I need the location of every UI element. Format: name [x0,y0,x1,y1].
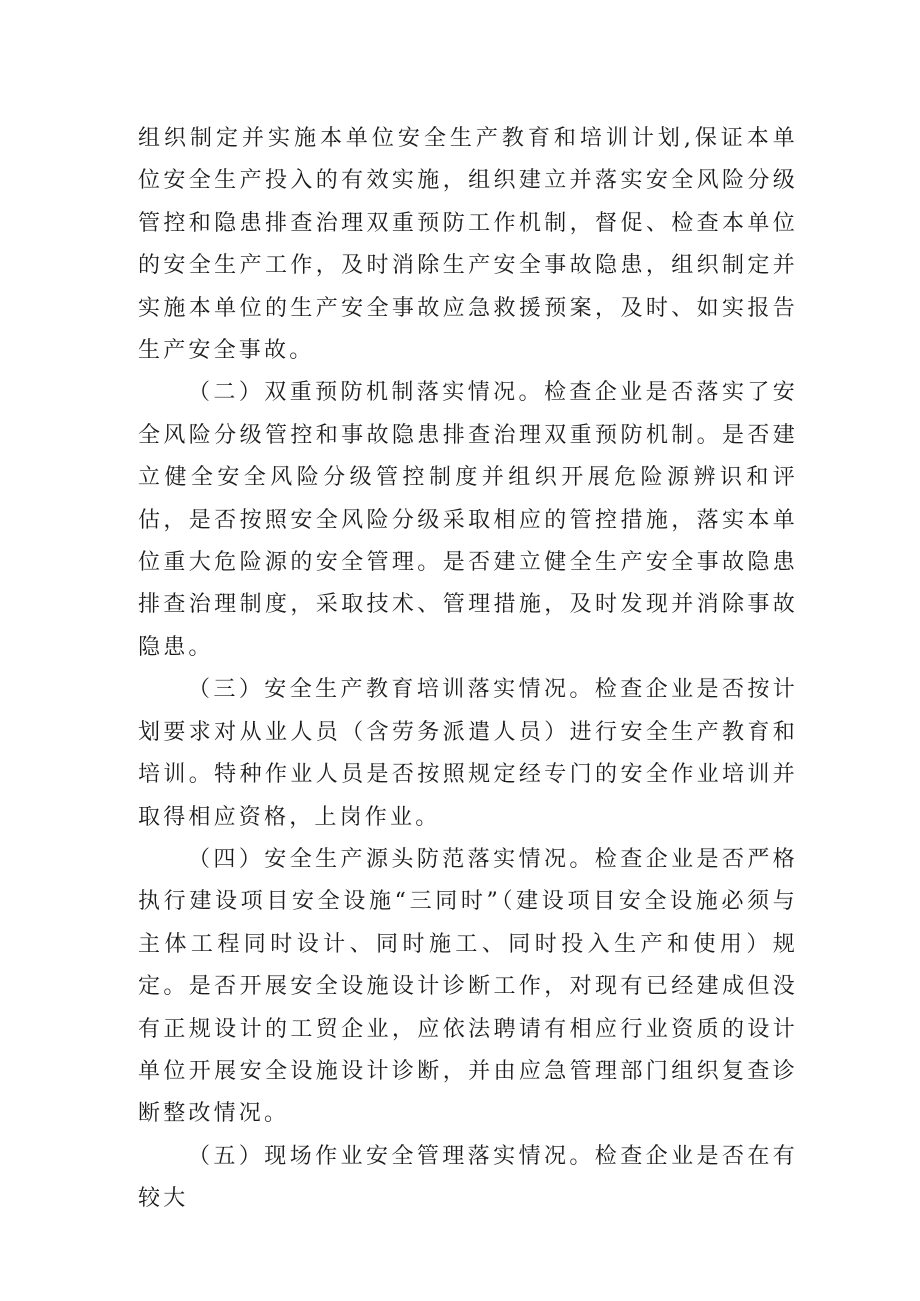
paragraph-dual-prevention: （二）双重预防机制落实情况。检查企业是否落实了安全风险分级管控和事故隐患排查治理双重预防机制。是否建立健全安全风险分级管控制度并组织开展危险源辨识和评估，是否按照安全风险分级采取相应的管控措施，落实本单位重大危险源的安全管理。是否建立健全生产安全事故隐患排查治理制度，采取技术、管理措施，及时发现并消除事故隐患。 [138,380,798,660]
paragraph-training: （三）安全生产教育培训落实情况。检查企业是否按计划要求对从业人员（含劳务派遣人员）进行安全生产教育和培训。特种作业人员是否按照规定经专门的安全作业培训并取得相应资格，上岗作业。 [138,677,798,830]
document-body [138,118,798,1221]
paragraph-site-operations: （五）现场作业安全管理落实情况。检查企业是否在有较大 [138,1143,798,1212]
paragraph-source-prevention: （四）安全生产源头防范落实情况。检查企业是否严格执行建设项目安全设施“三同时”（建设项目安全设施必须与主体工程同时设计、同时施工、同时投入生产和使用）规定。是否开展安全设施设计诊断工作，对现有已经建成但没有正规设计的工贸企业，应依法聘请有相应行业资质的设计单位开展安全设施设计诊断，并由应急管理部门组织复查诊断整改情况。 [138,846,798,1127]
paragraph-responsibilities: 组织制定并实施本单位安全生产教育和培训计划,保证本单位安全生产投入的有效实施，组织建立并落实安全风险分级管控和隐患排查治理双重预防工作机制，督促、检查本单位的安全生产工作，及时消除生产安全事故隐患，组织制定并实施本单位的生产安全事故应急救援预案，及时、如实报告生产安全事故。 [138,126,798,364]
